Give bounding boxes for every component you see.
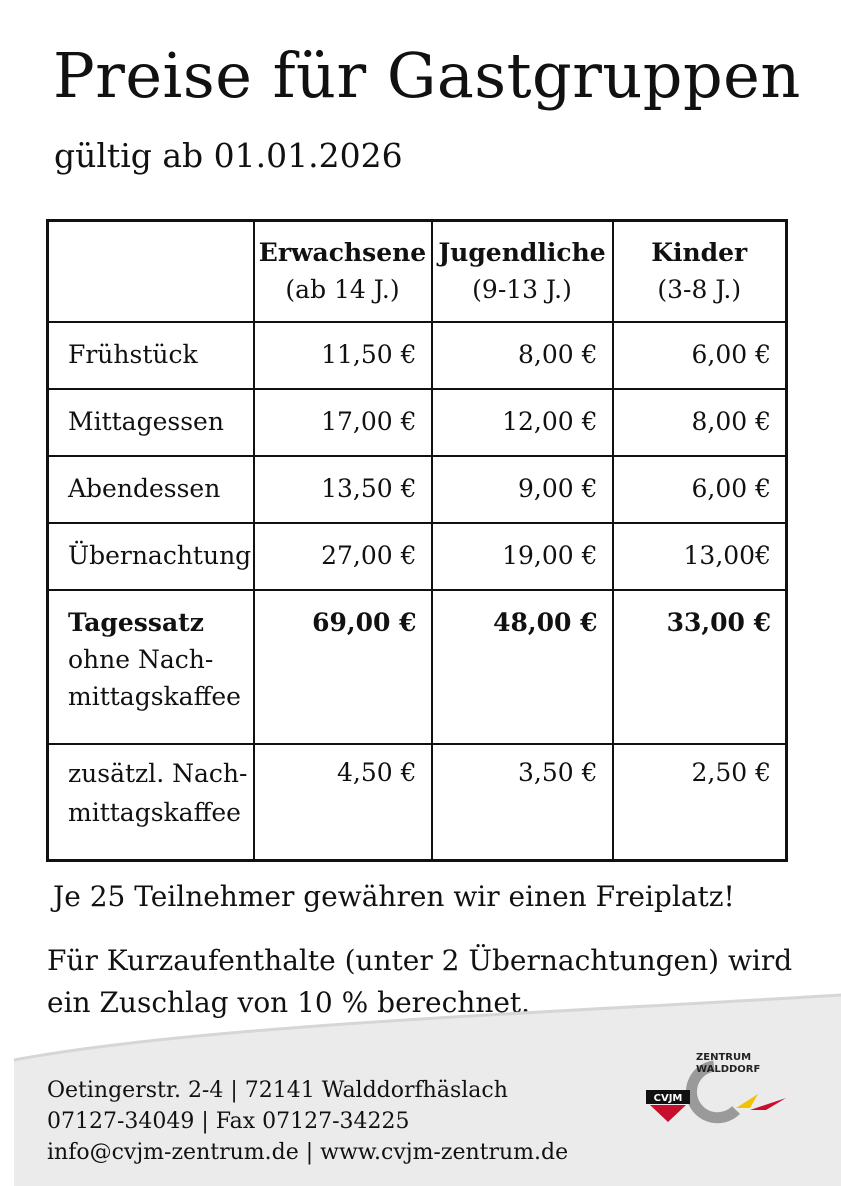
footer-web: info@cvjm-zentrum.de | www.cvjm-zentrum.de — [47, 1139, 569, 1165]
price-cell: 2,50 € — [613, 744, 787, 861]
price-cell: 11,50 € — [254, 322, 432, 389]
price-cell: 3,50 € — [432, 744, 613, 861]
extra-label: zusätzl. Nach- — [68, 759, 248, 788]
price-cell: 12,00 € — [432, 389, 613, 456]
header-age: (9-13 J.) — [472, 274, 572, 304]
price-cell: 4,50 € — [254, 744, 432, 861]
short-stay-line: ein Zuschlag von 10 % berechnet. — [47, 986, 531, 1019]
header-age: (3-8 J.) — [657, 274, 742, 304]
header-empty-cell — [48, 221, 254, 323]
total-price-cell: 33,00 € — [613, 590, 787, 744]
price-cell: 19,00 € — [432, 523, 613, 590]
total-price-cell: 69,00 € — [254, 590, 432, 744]
price-cell: 13,00€ — [613, 523, 787, 590]
logo-text-line2: WALDDORF — [696, 1064, 761, 1075]
row-label: Frühstück — [48, 322, 254, 389]
table-header-row — [48, 221, 787, 323]
price-cell: 6,00 € — [613, 322, 787, 389]
header-label: Erwachsene — [258, 238, 427, 268]
price-cell: 27,00 € — [254, 523, 432, 590]
header-age: (ab 14 J.) — [285, 274, 400, 304]
table-row — [48, 389, 787, 456]
footer-phone: 07127-34049 | Fax 07127-34225 — [47, 1108, 410, 1134]
price-table — [46, 219, 788, 862]
row-label: Übernachtung — [48, 523, 254, 590]
row-label: Abendessen — [48, 456, 254, 523]
row-label — [48, 744, 254, 861]
price-cell: 17,00 € — [254, 389, 432, 456]
footer-address: Oetingerstr. 2-4 | 72141 Walddorfhäslach — [47, 1078, 508, 1103]
daily-rate-note: mittagskaffee — [68, 681, 241, 711]
table-row — [48, 456, 787, 523]
daily-rate-row — [48, 590, 787, 744]
price-cell: 13,50 € — [254, 456, 432, 523]
page-title: Preise für Gastgruppen — [53, 39, 801, 112]
total-price-cell: 48,00 € — [432, 590, 613, 744]
logo-triangle — [650, 1105, 686, 1122]
price-cell: 8,00 € — [613, 389, 787, 456]
header-youth — [432, 221, 613, 323]
row-label: Mittagessen — [48, 389, 254, 456]
header-adults — [254, 221, 432, 323]
logo-text-line1: ZENTRUM — [696, 1052, 752, 1063]
footer-contact — [47, 1076, 568, 1168]
row-label — [48, 590, 254, 744]
header-label: Jugendliche — [438, 238, 606, 268]
price-cell: 6,00 € — [613, 456, 787, 523]
cvjm-logo — [646, 1048, 796, 1128]
daily-rate-label: Tagessatz — [68, 608, 204, 637]
validity-date: gültig ab 01.01.2026 — [54, 136, 403, 175]
price-cell: 8,00 € — [432, 322, 613, 389]
short-stay-line: Für Kurzaufenthalte (unter 2 Übernachtungen) wird — [47, 944, 793, 977]
header-children — [613, 221, 787, 323]
extra-coffee-row — [48, 744, 787, 861]
table-row — [48, 523, 787, 590]
logo-red-stroke — [750, 1098, 786, 1110]
price-cell: 9,00 € — [432, 456, 613, 523]
header-label: Kinder — [651, 238, 748, 268]
free-place-note: Je 25 Teilnehmer gewähren wir einen Freiplatz! — [53, 880, 735, 913]
table-row — [48, 322, 787, 389]
logo-yellow-stroke — [736, 1094, 758, 1108]
logo-badge-text: CVJM — [653, 1093, 683, 1104]
extra-label: mittagskaffee — [68, 797, 241, 827]
daily-rate-note: ohne Nach- — [68, 644, 214, 674]
